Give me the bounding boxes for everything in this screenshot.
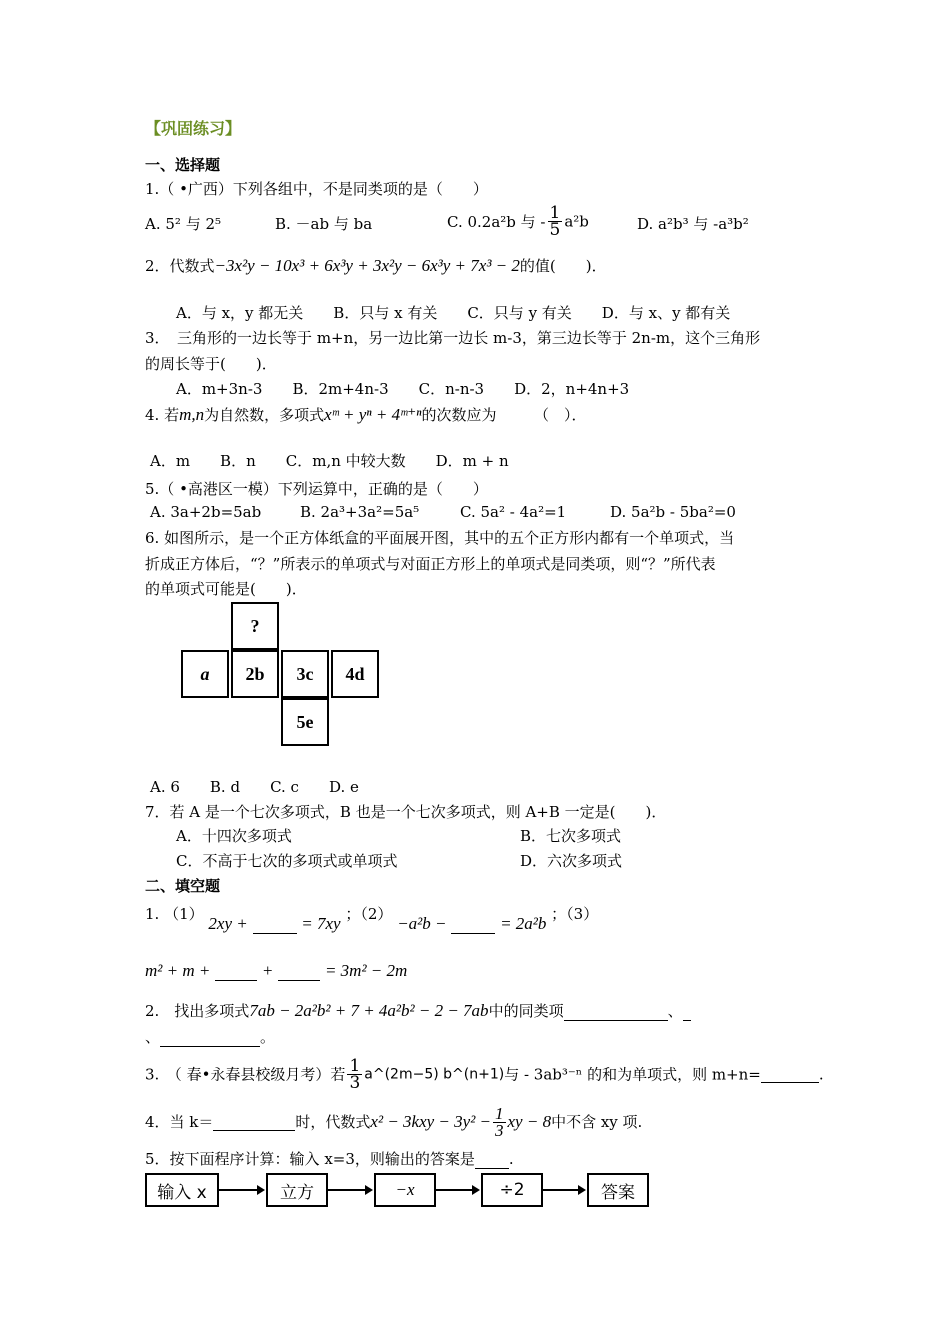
arrow-right-icon bbox=[543, 1189, 584, 1191]
cube-face-5e: 5e bbox=[281, 698, 329, 746]
option-d: D．六次多项式 bbox=[520, 852, 623, 870]
option-d: D. 5a²b - 5ba²=0 bbox=[610, 503, 736, 521]
question-6-line2: 折成正方体后，“？”所表示的单项式与对面正方形上的单项式是同类项，则“？”所代表 bbox=[145, 555, 716, 573]
question-1-options bbox=[145, 205, 865, 245]
cube-face-2b: 2b bbox=[231, 650, 279, 698]
question-3-line2: 的周长等于( )． bbox=[145, 355, 277, 373]
question-3-line1: 3． 三角形的一边长等于 m+n，另一边比第一边长 m-3，第三边长等于 2n-m，这个三角形 bbox=[145, 329, 761, 347]
question-7-stem: 7．若 A 是一个七次多项式，B 也是一个七次多项式，则 A+B 一定是( )． bbox=[145, 803, 667, 821]
fill-1-line1: 1. （1） 2xy + = 7xy ；（2） −a²b − = 2a²b ；（3） bbox=[145, 905, 599, 933]
fill-2-line1: 2. 找出多项式7ab − 2a²b² + 7 + 4a²b² − 2 − 7ab中的同类项 、 bbox=[145, 1001, 691, 1021]
cube-face-question: ? bbox=[231, 602, 279, 650]
cube-face-4d: 4d bbox=[331, 650, 379, 698]
flow-step-input: 输入 x bbox=[145, 1173, 219, 1207]
cube-net-figure bbox=[180, 600, 400, 750]
arrow-right-icon bbox=[219, 1189, 263, 1191]
question-2-stem: 2．代数式−3x²y − 10x³ + 6x³y + 3x²y − 6x³y + 7x³ − 2的值( )． bbox=[145, 256, 607, 275]
option-c: C. 0.2a²b 与 - $\frac{1}{5}$ a²b bbox=[447, 203, 589, 240]
answer-blank[interactable] bbox=[451, 917, 495, 934]
option-b: B．七次多项式 bbox=[520, 827, 622, 845]
option-a: A．十四次多项式 bbox=[176, 827, 292, 845]
program-flowchart bbox=[145, 1173, 665, 1213]
fill-2-line2: 、 。 bbox=[145, 1028, 276, 1046]
section-title-choice: 一、选择题 bbox=[145, 156, 221, 174]
question-4-options: A．m B．n C．m,n 中较大数 D．m + n bbox=[150, 452, 509, 470]
expression: −3x²y − 10x³ + 6x³y + 3x²y − 6x³y + 7x³ − 2 bbox=[214, 256, 520, 275]
section-title-fill: 二、填空题 bbox=[145, 877, 221, 895]
cube-face-3c: 3c bbox=[281, 650, 329, 698]
answer-blank[interactable] bbox=[160, 1030, 260, 1047]
arrow-right-icon bbox=[328, 1189, 371, 1191]
arrow-right-icon bbox=[436, 1189, 478, 1191]
section-heading: 【巩固练习】 bbox=[145, 119, 242, 138]
question-5-stem: 5.（ •高港区一模）下列运算中，正确的是（ ） bbox=[145, 480, 488, 498]
flow-step-cube: 立方 bbox=[266, 1173, 328, 1207]
answer-blank[interactable] bbox=[253, 917, 297, 934]
question-5-options bbox=[150, 503, 870, 525]
fill-4: 4．当 k＝ 时，代数式x² − 3kxy − 3y² − $\frac{1}{3}$ xy − 8中不含 xy 项. bbox=[145, 1103, 643, 1140]
answer-blank[interactable] bbox=[475, 1152, 509, 1169]
answer-blank[interactable] bbox=[215, 964, 257, 981]
question-3-options: A．m+3n-3 B．2m+4n-3 C．n-n-3 D．2，n+4n+3 bbox=[176, 380, 630, 398]
answer-blank[interactable] bbox=[213, 1114, 295, 1131]
option-d: D. a²b³ 与 -a³b² bbox=[637, 215, 749, 233]
option-b: B. 2a³+3a²=5a⁵ bbox=[300, 503, 420, 521]
option-b: B. －ab 与 ba bbox=[275, 215, 373, 233]
question-6-line1: 6. 如图所示，是一个正方体纸盒的平面展开图，其中的五个正方形内都有一个单项式，当 bbox=[145, 529, 735, 547]
answer-blank[interactable] bbox=[683, 1004, 691, 1021]
answer-blank[interactable] bbox=[278, 964, 320, 981]
fill-1-line2: m² + m + + = 3m² − 2m bbox=[145, 961, 408, 980]
flow-step-answer: 答案 bbox=[587, 1173, 649, 1207]
answer-blank[interactable] bbox=[761, 1066, 819, 1083]
option-c: C. 5a² - 4a²=1 bbox=[460, 503, 567, 521]
fill-5-stem: 5．按下面程序计算：输入 x=3，则输出的答案是 . bbox=[145, 1150, 514, 1168]
question-6-line3: 的单项式可能是( )． bbox=[145, 580, 307, 598]
fill-3: 3. （ 春•永春县校级月考）若 $\frac{1}{3}$ a^(2m−5) b^(n+1)与 - 3ab³⁻ⁿ 的和为单项式，则 m+n= . bbox=[145, 1056, 824, 1093]
option-a: A. 3a+2b=5ab bbox=[150, 503, 262, 521]
cube-face-a: a bbox=[181, 650, 229, 698]
answer-blank[interactable] bbox=[564, 1004, 668, 1021]
question-6-options: A. 6 B. d C. c D. e bbox=[150, 778, 359, 796]
option-c: C．不高于七次的多项式或单项式 bbox=[176, 852, 398, 870]
question-2-options: A．与 x，y 都无关 B．只与 x 有关 C．只与 y 有关 D．与 x、y 都有关 bbox=[176, 304, 731, 322]
flow-step-minus-x: −x bbox=[374, 1173, 436, 1207]
question-1-stem: 1.（ •广西）下列各组中，不是同类项的是（ ） bbox=[145, 180, 488, 198]
flow-step-divide-2: ÷2 bbox=[481, 1173, 543, 1207]
question-4-stem: 4. 若m,n为自然数，多项式xᵐ + yⁿ + 4ᵐ⁺ⁿ的次数应为 （ ）． bbox=[145, 405, 587, 424]
option-a: A. 5² 与 2⁵ bbox=[145, 215, 222, 233]
